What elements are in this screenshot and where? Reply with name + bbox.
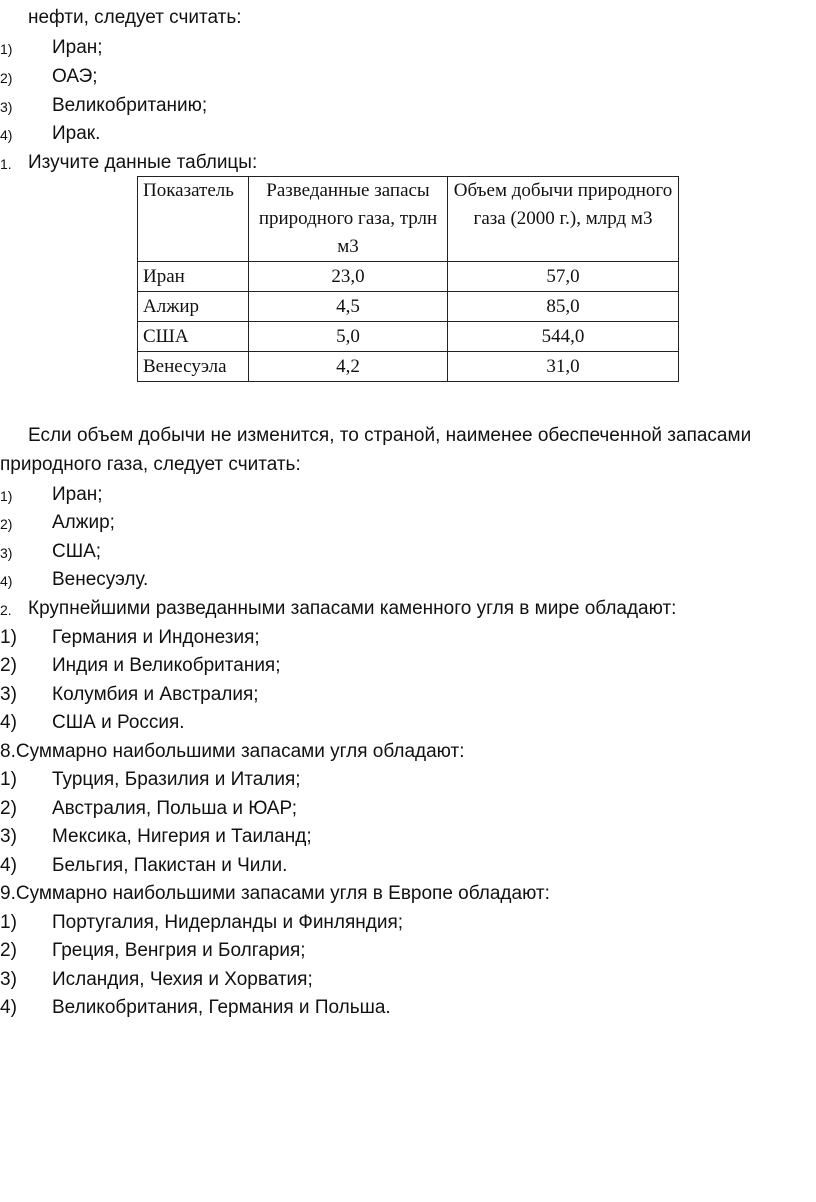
question-text-line: природного газа, следует считать: xyxy=(0,454,301,475)
question-text: Крупнейшими разведанными запасами каменного угля в мире обладают: xyxy=(28,598,677,619)
option-number: 1) xyxy=(0,488,13,504)
option-text: Алжир; xyxy=(52,512,115,533)
option-number: 4) xyxy=(0,712,17,733)
option-text: США и Россия. xyxy=(52,712,185,733)
table-header-cell: Объем добычи природного газа (2000 г.), млрд м3 xyxy=(448,177,679,262)
option-text: Исландия, Чехия и Хорватия; xyxy=(52,969,313,990)
table-cell: США xyxy=(138,322,249,352)
option-number: 1) xyxy=(0,769,17,790)
table-cell: 31,0 xyxy=(448,352,679,382)
table-header-cell: Показатель xyxy=(138,177,249,262)
option-number: 2) xyxy=(0,798,17,819)
table-cell: 5,0 xyxy=(249,322,448,352)
option-number: 4) xyxy=(0,127,13,143)
option-text: Венесуэлу. xyxy=(52,569,149,590)
option-text: Иран; xyxy=(52,484,103,505)
option-text: Австралия, Польша и ЮАР; xyxy=(52,798,297,819)
table-header-cell: Разведанные запасы природного газа, трлн м3 xyxy=(249,177,448,262)
option-number: 3) xyxy=(0,969,17,990)
table-cell: 4,5 xyxy=(249,292,448,322)
table-cell: Иран xyxy=(138,262,249,292)
option-number: 4) xyxy=(0,997,17,1018)
option-text: Турция, Бразилия и Италия; xyxy=(52,769,301,790)
option-number: 1) xyxy=(0,41,13,57)
option-number: 3) xyxy=(0,684,17,705)
table-row xyxy=(138,292,679,322)
option-text: Великобританию; xyxy=(52,95,208,116)
option-number: 1) xyxy=(0,912,17,933)
option-number: 3) xyxy=(0,545,13,561)
gas-reserves-table xyxy=(137,176,679,382)
option-text: Германия и Индонезия; xyxy=(52,627,260,648)
question-number: 1. xyxy=(0,156,12,172)
table-cell: 544,0 xyxy=(448,322,679,352)
table-cell: 57,0 xyxy=(448,262,679,292)
option-text: Мексика, Нигерия и Таиланд; xyxy=(52,826,312,847)
option-text: Индия и Великобритания; xyxy=(52,655,281,676)
question-9: 9.Суммарно наибольшими запасами угля в Европе обладают: xyxy=(0,883,550,904)
option-text: США; xyxy=(52,541,102,562)
option-text: Португалия, Нидерланды и Финляндия; xyxy=(52,912,404,933)
option-number: 2) xyxy=(0,516,13,532)
table-cell: 85,0 xyxy=(448,292,679,322)
table-row xyxy=(138,322,679,352)
table-cell: Венесуэла xyxy=(138,352,249,382)
question-text: Изучите данные таблицы: xyxy=(28,152,258,173)
table-cell: 23,0 xyxy=(249,262,448,292)
table-row xyxy=(138,352,679,382)
option-text: Великобритания, Германия и Польша. xyxy=(52,997,391,1018)
option-number: 1) xyxy=(0,627,17,648)
question-8: 8.Суммарно наибольшими запасами угля обладают: xyxy=(0,741,465,762)
option-number: 2) xyxy=(0,70,13,86)
option-text: Бельгия, Пакистан и Чили. xyxy=(52,855,288,876)
option-text: Ирак. xyxy=(52,123,101,144)
table-header-row xyxy=(138,177,679,262)
option-text: Греция, Венгрия и Болгария; xyxy=(52,940,306,961)
option-number: 4) xyxy=(0,855,17,876)
table-cell: Алжир xyxy=(138,292,249,322)
continued-text-line: нефти, следует считать: xyxy=(28,7,242,28)
option-text: Колумбия и Австралия; xyxy=(52,684,259,705)
option-number: 4) xyxy=(0,573,13,589)
question-number: 2. xyxy=(0,602,12,618)
option-text: ОАЭ; xyxy=(52,66,98,87)
table-row xyxy=(138,262,679,292)
option-number: 3) xyxy=(0,826,17,847)
option-number: 2) xyxy=(0,655,17,676)
question-text-line: Если объем добычи не изменится, то страной, наименее обеспеченной запасами xyxy=(28,425,752,446)
option-number: 3) xyxy=(0,99,13,115)
table-cell: 4,2 xyxy=(249,352,448,382)
option-text: Иран; xyxy=(52,37,103,58)
option-number: 2) xyxy=(0,940,17,961)
